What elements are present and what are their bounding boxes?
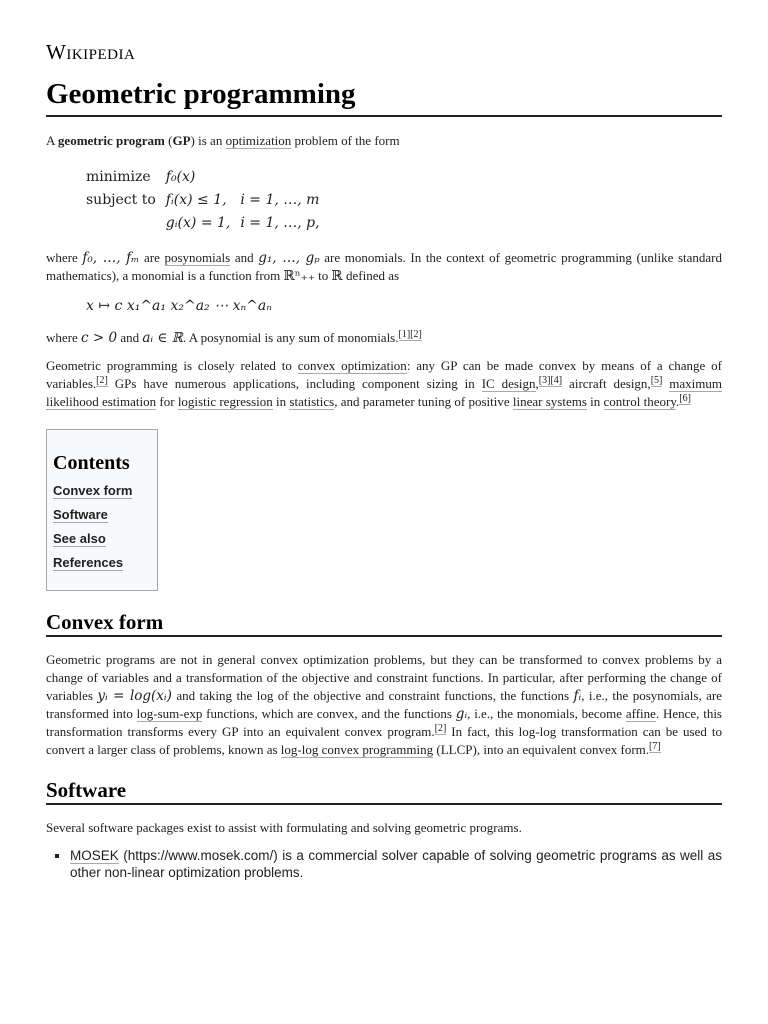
- text: and: [117, 330, 143, 345]
- link-logistic-regression[interactable]: logistic regression: [177, 394, 273, 409]
- ref-link[interactable]: [5]: [650, 374, 663, 386]
- text: , and parameter tuning of positive: [334, 394, 513, 409]
- text: , i.e., the monomials, become: [467, 706, 626, 721]
- link-log-log-convex-programming[interactable]: log-log convex programming: [280, 742, 434, 757]
- math-domain: ℝⁿ₊₊: [283, 268, 315, 284]
- ref-link[interactable]: [7]: [649, 740, 661, 752]
- toc-link-software[interactable]: Software: [53, 507, 108, 522]
- math-ai: aᵢ ∈ ℝ: [142, 330, 183, 346]
- minimize-label: minimize: [86, 169, 151, 185]
- posynomial-paragraph: [46, 329, 722, 347]
- link-log-sum-exp[interactable]: log-sum-exp: [136, 706, 203, 721]
- subject-to-label: subject to: [86, 192, 156, 208]
- text: ) is an: [190, 133, 226, 148]
- toc-item: [53, 482, 157, 500]
- link-affine[interactable]: affine: [625, 706, 656, 721]
- convex-form-paragraph: [46, 651, 722, 759]
- text: where: [46, 250, 83, 265]
- link-convex-optimization[interactable]: convex optimization: [297, 358, 407, 373]
- math-change-of-variables: yᵢ = log(xᵢ): [97, 688, 172, 704]
- link-linear-systems[interactable]: linear systems: [512, 394, 587, 409]
- toc-link-references[interactable]: References: [53, 555, 124, 570]
- text: and taking the log of the objective and constraint functions, the functions: [171, 688, 574, 703]
- text: .: [675, 394, 680, 409]
- text: Geometric programs are not in general convex optimization problems, but they can be transformed to convex problems by a change of variables and a transformation of the objective and constraint functions. In particular, after performing the change of variables: [46, 652, 722, 703]
- text: are: [139, 250, 165, 265]
- objective-expr: f₀(x): [165, 169, 196, 185]
- intro-paragraph: [46, 132, 722, 150]
- text: in: [272, 394, 290, 409]
- link-control-theory[interactable]: control theory: [603, 394, 676, 409]
- inequality-range: i = 1, …, m: [240, 192, 320, 208]
- ref-2[interactable]: [410, 329, 422, 341]
- ref-link[interactable]: [2]: [410, 328, 422, 340]
- text: (LLCP), into an equivalent convex form.: [433, 742, 650, 757]
- ref-2[interactable]: [435, 723, 447, 735]
- section-heading-software: Software: [46, 781, 722, 805]
- text: where: [46, 330, 82, 345]
- page-title: Geometric programming: [46, 78, 722, 117]
- ref-link[interactable]: [2]: [96, 374, 108, 386]
- text: GPs have numerous applications, including component sizing in: [107, 376, 482, 391]
- text: in: [586, 394, 604, 409]
- ref-link[interactable]: [3]: [538, 374, 551, 386]
- toc-item: [53, 554, 157, 572]
- text: for: [156, 394, 178, 409]
- text: A: [46, 133, 58, 148]
- link-posynomials[interactable]: posynomials: [164, 250, 231, 265]
- text: , i.e., the posynomials, are transformed into: [46, 688, 723, 721]
- text: and: [230, 250, 259, 265]
- toc-title: Contents: [53, 452, 130, 474]
- table-of-contents: [46, 429, 158, 591]
- monomial-formula: x ↦ c x₁^a₁ x₂^a₂ ⋯ xₙ^aₙ: [86, 298, 272, 314]
- math-c: c > 0: [81, 330, 118, 346]
- text: problem of the form: [291, 133, 400, 148]
- ref-link[interactable]: [1]: [398, 328, 411, 340]
- ref-5[interactable]: [651, 375, 663, 387]
- definition-paragraph: [46, 249, 722, 285]
- text: . Hence, this transformation transforms every GP into an equivalent convex program.: [46, 706, 722, 739]
- article-body: [46, 132, 722, 881]
- link-statistics[interactable]: statistics: [289, 394, 335, 409]
- math-codomain: ℝ: [331, 268, 343, 284]
- mosek-description: is a commercial solver capable of solving geometric programs as well as other non-linear optimization problems.: [70, 848, 722, 880]
- ref-link[interactable]: [2]: [434, 722, 447, 734]
- text: ,: [535, 376, 539, 391]
- text: (: [164, 133, 173, 148]
- link-mosek[interactable]: MOSEK: [70, 848, 119, 863]
- toc-item: [53, 530, 157, 548]
- toc-link-convex-form[interactable]: Convex form: [53, 483, 133, 498]
- link-maximum-likelihood[interactable]: maximum likelihood estimation: [46, 376, 722, 409]
- text: In fact, this log-log transformation can be used to convert a larger class of problems, known as: [46, 724, 722, 757]
- ref-7[interactable]: [649, 741, 661, 753]
- software-intro: Several software packages exist to assist with formulating and solving geometric programs.: [46, 820, 522, 835]
- wikipedia-wordmark[interactable]: Wikipedia: [46, 40, 136, 64]
- text: . A posynomial is any sum of monomials.: [182, 330, 399, 345]
- text: functions, which are convex, and the functions: [202, 706, 456, 721]
- toc-list: [53, 482, 157, 572]
- section-heading-convex-form: Convex form: [46, 613, 722, 637]
- text: aircraft design,: [562, 376, 651, 391]
- math-gi: gᵢ: [455, 706, 468, 722]
- ref-4[interactable]: [550, 375, 562, 387]
- link-optimization[interactable]: optimization: [225, 133, 292, 148]
- math-f: f₀, …, fₘ: [82, 250, 140, 266]
- software-list: [46, 847, 722, 881]
- term-geometric-program: geometric program: [57, 133, 165, 148]
- mosek-url: (https://www.mosek.com/): [118, 848, 278, 863]
- ref-link[interactable]: [4]: [550, 374, 563, 386]
- ref-6[interactable]: [679, 393, 691, 405]
- term-gp: GP: [172, 133, 191, 148]
- text: Geometric programming is closely related to: [46, 358, 298, 373]
- toc-link-see-also[interactable]: See also: [53, 531, 106, 546]
- ref-3[interactable]: [539, 375, 551, 387]
- link-ic-design[interactable]: IC design: [481, 376, 536, 391]
- inequality-constraint: fᵢ(x) ≤ 1,: [165, 192, 227, 208]
- equality-constraint: gᵢ(x) = 1,: [165, 215, 231, 231]
- ref-1[interactable]: [399, 329, 411, 341]
- text: defined as: [342, 268, 400, 283]
- toc-item: [53, 506, 157, 524]
- relation-paragraph: [46, 357, 722, 411]
- equality-range: i = 1, …, p,: [240, 215, 320, 231]
- ref-link[interactable]: [6]: [679, 392, 691, 404]
- math-fi: fᵢ: [573, 688, 582, 704]
- problem-formulation: [86, 166, 330, 235]
- text: are monomials. In the context of geometric programming (unlike standard mathematics), a monomial is a function from: [46, 250, 722, 283]
- text: to: [314, 268, 332, 283]
- software-item-mosek: [70, 847, 722, 881]
- ref-2[interactable]: [96, 375, 108, 387]
- text: : any GP can be made convex by means of a change of variables.: [46, 358, 722, 391]
- math-g: g₁, …, gₚ: [258, 250, 320, 266]
